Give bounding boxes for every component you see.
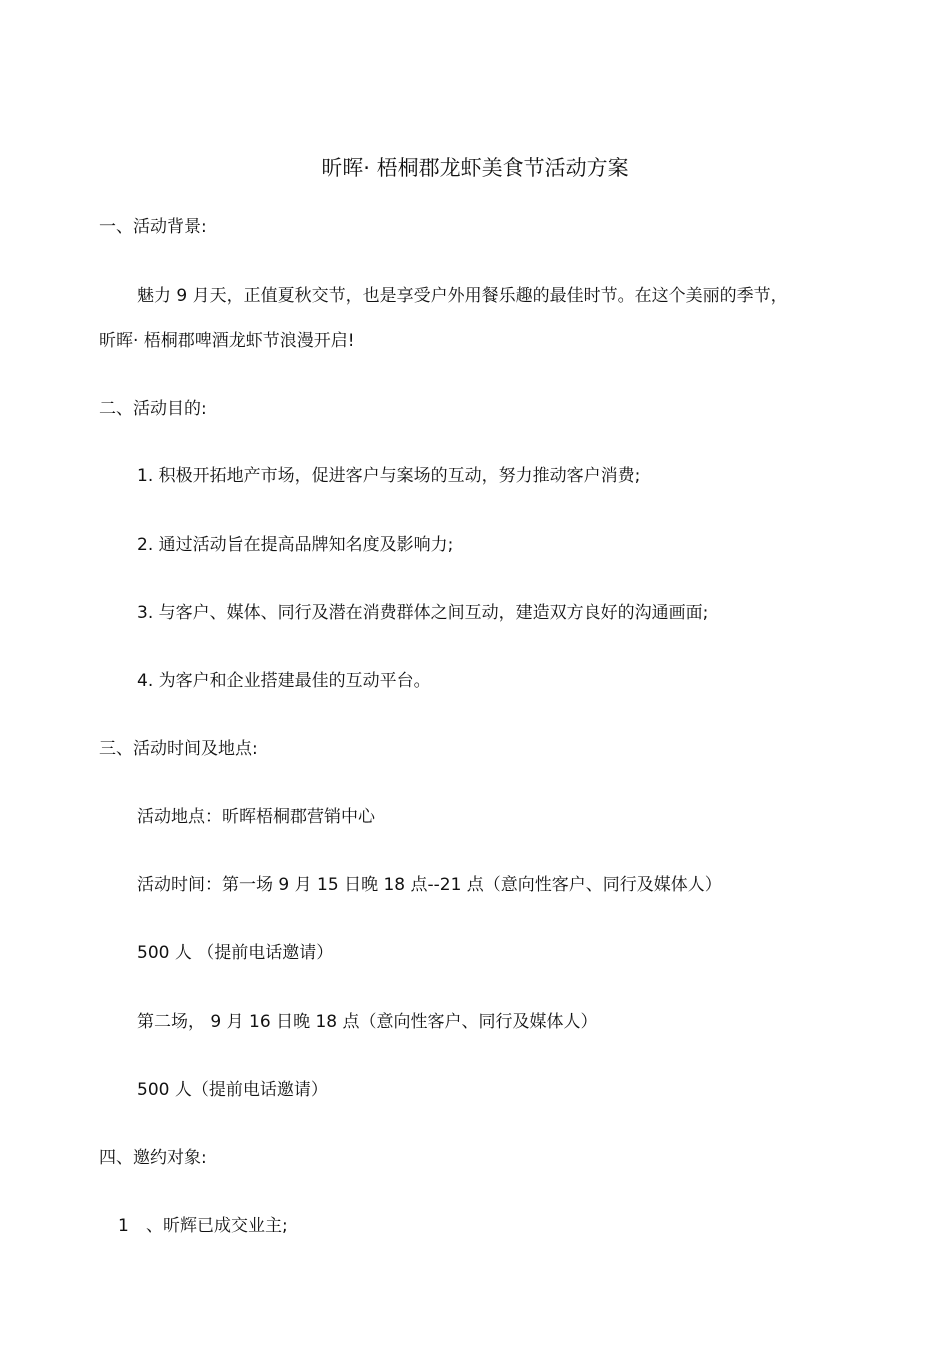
activity-time-second: 第二场， 9 月 16 日晚 18 点（意向性客户、同行及媒体人） — [137, 1012, 598, 1032]
invitee-item-1-number: 1 — [118, 1216, 129, 1236]
section-heading-background: 一、活动背景: — [99, 217, 207, 237]
section-heading-time-place: 三、活动时间及地点: — [99, 739, 258, 759]
document-title: 昕晖· 梧桐郡龙虾美食节活动方案 — [321, 156, 629, 180]
purpose-item-1: 1. 积极开拓地产市场，促进客户与案场的互动，努力推动客户消费; — [137, 466, 641, 486]
activity-count-second: 500 人（提前电话邀请） — [137, 1080, 328, 1100]
purpose-item-3: 3. 与客户、媒体、同行及潜在消费群体之间互动，建造双方良好的沟通画面; — [137, 603, 709, 623]
background-paragraph-line1: 魅力 9 月天，正值夏秋交节，也是享受户外用餐乐趣的最佳时节。在这个美丽的季节， — [137, 286, 788, 306]
activity-count-first: 500 人 （提前电话邀请） — [137, 943, 334, 963]
purpose-item-2: 2. 通过活动旨在提高品牌知名度及影响力; — [137, 535, 454, 555]
section-heading-purpose: 二、活动目的: — [99, 399, 207, 419]
activity-place: 活动地点：昕晖梧桐郡营销中心 — [137, 807, 375, 827]
invitee-item-1-text: 、昕辉已成交业主; — [146, 1216, 288, 1236]
purpose-item-4: 4. 为客户和企业搭建最佳的互动平台。 — [137, 671, 431, 691]
activity-time-first: 活动时间：第一场 9 月 15 日晚 18 点--21 点（意向性客户、同行及媒体人） — [137, 875, 722, 895]
section-heading-invitees: 四、邀约对象: — [99, 1148, 207, 1168]
background-paragraph-line2: 昕晖· 梧桐郡啤酒龙虾节浪漫开启! — [99, 331, 355, 351]
